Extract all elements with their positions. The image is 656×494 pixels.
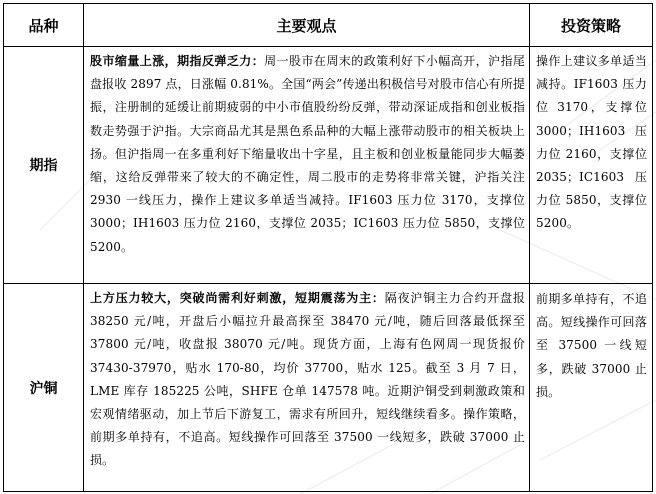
header-main-view: 主要观点 [84,4,530,47]
table-header-row [4,4,653,47]
header-strategy: 投资策略 [530,4,653,47]
table-row-shanghai-copper [4,284,653,492]
view-headline: 股市缩量上涨，期指反弹乏力： [90,54,265,68]
view-body: 周一股市在周末的政策利好下小幅高开，沪指尾盘报收 2897 点，日涨幅 0.81%。全国“两会”传递出积极信号对股市信心有所提振，注册制的延缓让前期疲弱的中小市值股纷纷反弹，带动深证成指和创业板指数走势强于沪指。大宗商品尤其是黑色系品种的大幅上涨带动股市的相关板块上扬。但沪指周一在多重利好下缩量收出十字星，且主板和创业板量能同步大幅萎缩，这给反弹带来了较大的不确定性，周二股市的走势将非常关键，沪指关注 2930 一线压力，操作上建议多单适当减持。IF1603 压力位 3170，支撑位 3000；IH1603 压力位 2160，支撑位 2035；IC1603 压力位 5850，支撑位 5200。 [90,54,525,254]
table-row-stock-index-futures [4,47,653,284]
analysis-table [3,3,653,492]
strategy-cell: 操作上建议多单适当减持。IF1603 压力位 3170，支撑位 3000；IH1603 压力位 2160，支撑位 2035；IC1603 压力位 5850，支撑位 5200。 [530,47,653,284]
variety-cell: 期指 [4,47,84,284]
main-view-cell [84,284,530,492]
variety-cell: 沪铜 [4,284,84,492]
view-headline: 上方压力较大，突破尚需利好刺激，短期震荡为主： [90,291,385,305]
view-body: 隔夜沪铜主力合约开盘报 38250 元/吨，开盘后小幅拉升最高探至 38470 元/吨，随后回落最低探至 37800 元/吨，收盘报 38070 元/吨。现货方面，上海有色网周一现货报价 37430-37970，贴水 170-80，均价 37700，贴水 125。截至 3 月 7 日，LME 库存 185225 公吨，SHFE 仓单 147578 吨。近期沪铜受到刺激政策和宏观情绪驱动，加上节后下游复工，需求有所回升，短线继续看多。操作策略，前期多单持有，不追高。短线操作可回落至 37500 一线短多，跌破 37000 止损。 [90,291,525,468]
strategy-cell: 前期多单持有，不追高。短线操作可回落至 37500 一线短多，跌破 37000 止损。 [530,284,653,492]
main-view-cell [84,47,530,284]
header-variety: 品种 [4,4,84,47]
